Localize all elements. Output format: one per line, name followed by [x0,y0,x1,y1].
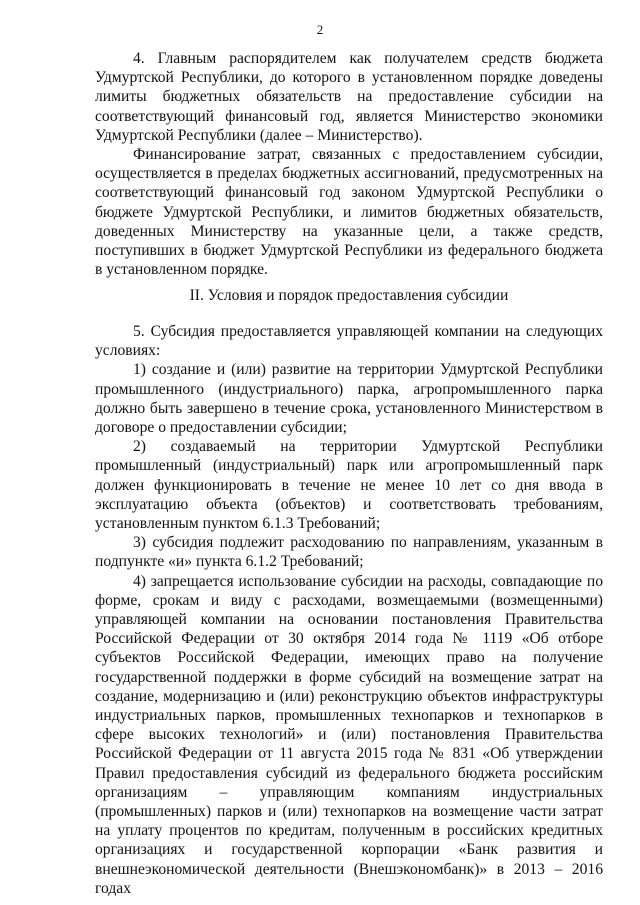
condition-3: 3) субсидия подлежит расходованию по направлениям, указанным в подпункте «и» пункта 6.1.2 Требований; [95,534,603,571]
paragraph-5: 5. Субсидия предоставляется управляющей компании на следующих условиях: [95,323,603,360]
paragraph-financing: Финансирование затрат, связанных с предоставлением субсидии, осуществляется в пределах бюджетных ассигнований, предусмотренных на соответствующий финансовый год законом Удмуртской Республики о бюджете Удмуртской Республики, и лимитов бюджетных обязательств, доведенных Министерству на указанные цели, а также средств, поступивших в бюджет Удмуртской Республики из федерального бюджета в установленном порядке. [95,146,603,279]
conditions-section [95,322,603,898]
page-number: 2 [316,22,324,37]
intro-section [95,49,603,279]
section-heading: II. Условия и порядок предоставления субсидии [189,287,509,304]
section-heading-block [95,286,603,305]
condition-1: 1) создание и (или) развитие на территории Удмуртской Республики промышленного (индустриального) парка, агропромышленного парка должно быть завершено в течение срока, установленного Министерством в договоре о предоставлении субсидии; [95,361,603,437]
condition-2: 2) создаваемый на территории Удмуртской Республики промышленный (индустриальный) парк или агропромышленный парк должен функционировать в течение не менее 10 лет со дня ввода в эксплуатацию объекта (объектов) и соответствовать требованиям, установленным пунктом 6.1.3 Требований; [95,438,603,533]
condition-4: 4) запрещается использование субсидии на расходы, совпадающие по форме, срокам и виду с расходами, возмещаемыми (возмещенными) управляющей компании на основании постановления Правительства Российской Федерации от 30 октября 2014 года № 1119 «Об отборе субъектов Российской Федерации, имеющих право на получение государственной поддержки в форме субсидий на возмещение затрат на создание, модернизацию и (или) реконструкцию объектов инфраструктуры индустриальных парков, промышленных технопарков и технопарков в сфере высоких технологий» и (или) постановления Правительства Российской Федерации от 11 августа 2015 года № 831 «Об утверждении Правил предоставления субсидий из федерального бюджета российским организациям – управляющим компаниям индустриальных (промышленных) парков и (или) технопарков на возмещение части затрат на уплату процентов по кредитам, полученным в российских кредитных организациях и государственной корпорации «Банк развития и внешнеэкономической деятельности (Внешэкономбанк)» в 2013 – 2016 годах [95,572,603,897]
paragraph-4: 4. Главным распорядителем как получателем средств бюджета Удмуртской Республики, до которого в установленном порядке доведены лимиты бюджетных обязательств на предоставление субсидии на соответствующий финансовый год, является Министерство экономики Удмуртской Республики (далее – Министерство). [95,50,603,144]
